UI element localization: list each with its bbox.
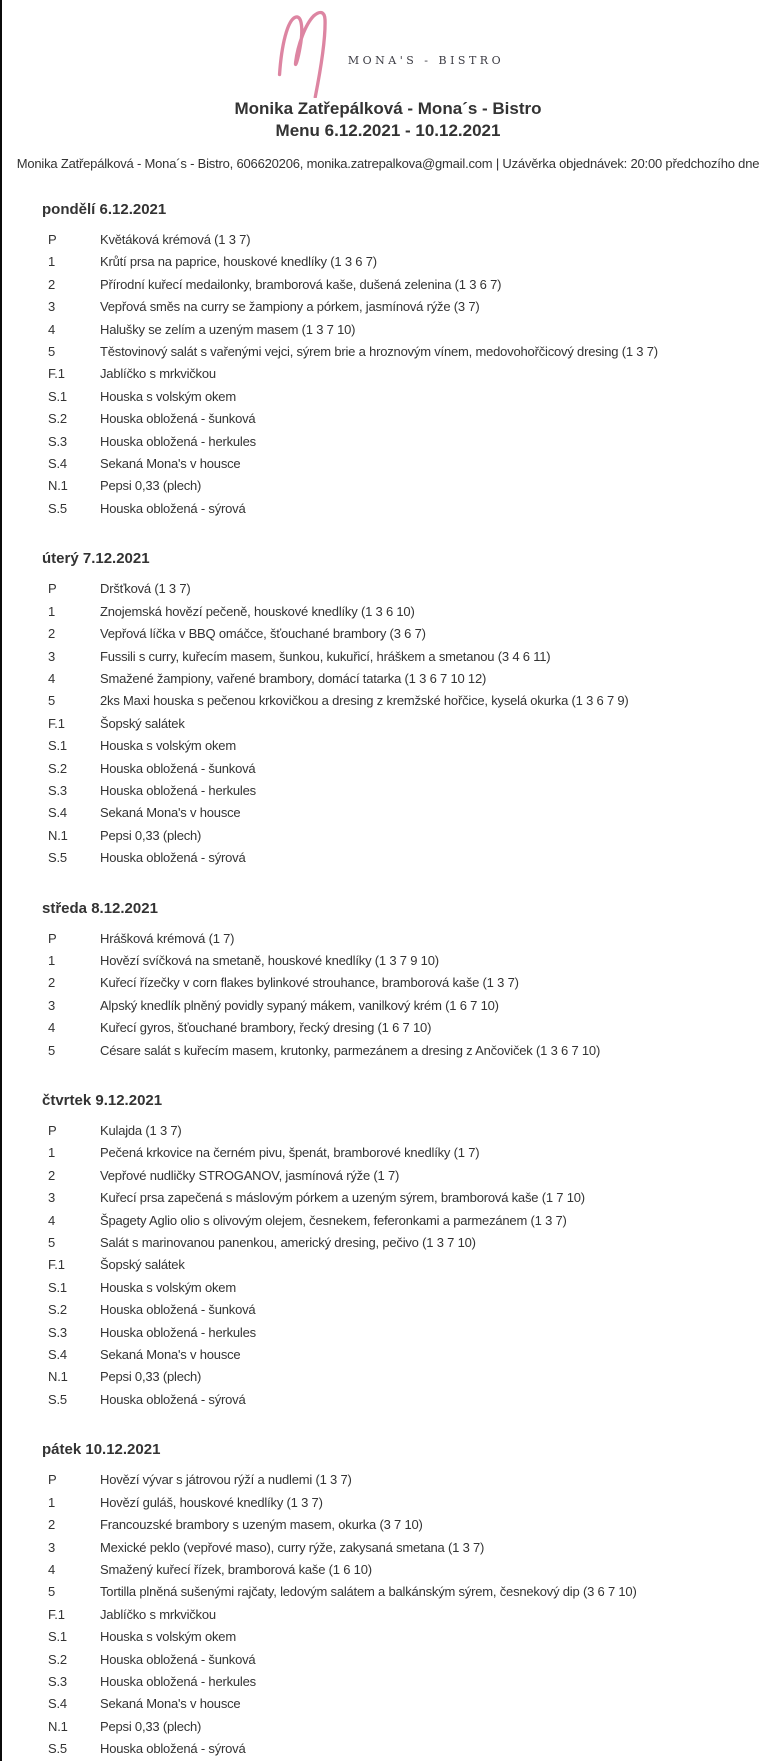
item-code: 3	[48, 997, 56, 1013]
item-name: Houska obložená - šunková	[100, 1651, 256, 1667]
item-code: S.4	[48, 456, 67, 472]
day-title: pátek 10.12.2021	[42, 1441, 161, 1459]
menu-item-row	[2, 1559, 774, 1581]
item-name: Hrášková krémová (1 7)	[100, 930, 235, 946]
menu-item-row	[2, 1671, 774, 1693]
item-code: S.1	[48, 1629, 67, 1645]
menu-item-row	[2, 1389, 774, 1411]
item-name: Sekaná Mona's v housce	[100, 456, 241, 472]
item-code: 3	[48, 1190, 56, 1206]
item-code: N.1	[48, 827, 68, 843]
item-code: 5	[48, 1042, 56, 1058]
menu-item-row	[2, 713, 774, 735]
menu-item-row	[2, 950, 774, 972]
item-name: Houska obložená - sýrová	[100, 850, 246, 866]
page-title: Monika Zatřepálková - Mona´s - Bistro	[234, 99, 542, 118]
menu-item-row	[2, 296, 774, 318]
menu-page	[2, 0, 774, 1761]
item-name: Smažené žampiony, vařené brambory, domácí tatarka (1 3 6 7 10 12)	[100, 670, 487, 686]
item-name: Šopský salátek	[100, 715, 185, 731]
menu-item-row	[2, 601, 774, 623]
day-title: úterý 7.12.2021	[42, 550, 150, 568]
item-name: Hovězí guláš, houskové knedlíky (1 3 7)	[100, 1494, 323, 1510]
item-name: Kulajda (1 3 7)	[100, 1123, 182, 1138]
menu-item-row	[2, 1492, 774, 1514]
menu-item-row	[2, 1142, 774, 1164]
menu-item-row	[2, 1277, 774, 1299]
item-code: S.2	[48, 1651, 67, 1667]
menu-item-row	[2, 802, 774, 824]
item-name: Pepsi 0,33 (plech)	[100, 478, 202, 494]
menu-item-row	[2, 319, 774, 341]
item-name: Sekaná Mona's v housce	[100, 1347, 241, 1363]
item-name: Césare salát s kuřecím masem, krutonky, parmezánem a dresing z Ančoviček (1 3 6 7 10)	[100, 1042, 601, 1058]
menu-item-row	[2, 1165, 774, 1187]
item-name: Hovězí svíčková na smetaně, houskové knedlíky (1 3 7 9 10)	[100, 952, 439, 968]
item-name: Houska obložená - herkules	[100, 1673, 256, 1689]
menu-item-row	[2, 825, 774, 847]
menu-item-row	[2, 1626, 774, 1648]
item-name: Houska s volským okem	[100, 388, 236, 404]
item-code: S.5	[48, 850, 67, 866]
item-code: S.2	[48, 1302, 67, 1318]
item-name: Květáková krémová (1 3 7)	[100, 232, 251, 247]
item-name: Houska s volským okem	[100, 1279, 236, 1295]
menu-item-row	[2, 274, 774, 296]
menu-item-row	[2, 1514, 774, 1536]
menu-item-row	[2, 229, 774, 251]
item-name: Houska obložená - herkules	[100, 782, 256, 798]
item-name: Salát s marinovanou panenkou, americký dresing, pečivo (1 3 7 10)	[100, 1235, 476, 1251]
menu-item-row	[2, 1716, 774, 1738]
item-name: Houska obložená - sýrová	[100, 1741, 246, 1757]
menu-item-row	[2, 623, 774, 645]
menu-days	[2, 201, 774, 1761]
item-name: Kuřecí řízečky v corn flakes bylinkové strouhance, bramborová kaše (1 3 7)	[100, 975, 519, 991]
menu-item-row	[2, 1040, 774, 1062]
item-code: 2	[48, 276, 56, 292]
menu-item-row	[2, 1693, 774, 1715]
item-code: S.4	[48, 1347, 67, 1363]
item-code: S.3	[48, 1673, 67, 1689]
menu-item-row	[2, 995, 774, 1017]
item-code: S.5	[48, 1391, 67, 1407]
menu-item-row	[2, 341, 774, 363]
item-name: Houska s volským okem	[100, 1629, 236, 1645]
item-code: P	[48, 232, 57, 247]
item-name: Pepsi 0,33 (plech)	[100, 1369, 202, 1385]
item-code: P	[48, 581, 57, 597]
item-name: Houska obložená - šunková	[100, 760, 256, 776]
day-section	[2, 900, 774, 1062]
menu-item-row	[2, 408, 774, 430]
menu-item-row	[2, 1254, 774, 1276]
menu-item-row	[2, 453, 774, 475]
item-code: S.3	[48, 433, 67, 449]
item-code: 5	[48, 693, 56, 709]
item-name: Vepřové nudličky STROGANOV, jasmínová rýže (1 7)	[100, 1167, 400, 1183]
item-code: 4	[48, 670, 56, 686]
item-code: S.1	[48, 388, 67, 404]
brand-logo	[2, 8, 774, 98]
menu-item-row	[2, 578, 774, 600]
item-code: 1	[48, 254, 56, 270]
menu-date-range: Menu 6.12.2021 - 10.12.2021	[275, 121, 501, 140]
item-code: 4	[48, 1020, 56, 1036]
item-name: Kuřecí gyros, šťouchané brambory, řecký dresing (1 6 7 10)	[100, 1020, 432, 1036]
item-code: S.4	[48, 1696, 67, 1712]
item-name: Pepsi 0,33 (plech)	[100, 827, 202, 843]
item-name: Jablíčko s mrkvičkou	[100, 366, 216, 382]
item-name: Jablíčko s mrkvičkou	[100, 1606, 216, 1622]
item-code: S.2	[48, 760, 67, 776]
menu-item-row	[2, 646, 774, 668]
item-code: F.1	[48, 715, 65, 731]
item-name: Pepsi 0,33 (plech)	[100, 1718, 202, 1734]
item-code: S.1	[48, 738, 67, 754]
item-code: S.2	[48, 411, 67, 427]
item-code: 1	[48, 603, 56, 619]
item-code: P	[48, 1472, 57, 1488]
menu-item-row	[2, 1649, 774, 1671]
item-code: 5	[48, 344, 56, 360]
menu-item-row	[2, 1232, 774, 1254]
item-code: 5	[48, 1584, 56, 1600]
item-name: Sekaná Mona's v housce	[100, 805, 241, 821]
item-code: 3	[48, 648, 56, 664]
menu-item-row	[2, 431, 774, 453]
item-code: S.3	[48, 782, 67, 798]
item-name: Houska s volským okem	[100, 738, 236, 754]
contact-line: Monika Zatřepálková - Mona´s - Bistro, 606620206, monika.zatrepalkova@gmail.com | Uzávěrka objednávek: 20:00 předchozího dne	[16, 156, 760, 171]
menu-item-row	[2, 668, 774, 690]
item-code: S.5	[48, 1741, 67, 1757]
menu-item-row	[2, 1738, 774, 1760]
item-name: Znojemská hovězí pečeně, houskové knedlíky (1 3 6 10)	[100, 603, 415, 619]
item-name: Špagety Aglio olio s olivovým olejem, česnekem, feferonkami a parmezánem (1 3 7)	[100, 1212, 567, 1228]
item-code: N.1	[48, 1718, 68, 1734]
item-name: Houska obložená - herkules	[100, 1324, 256, 1340]
item-name: Houska obložená - šunková	[100, 1302, 256, 1318]
item-code: N.1	[48, 1369, 68, 1385]
item-code: S.4	[48, 805, 67, 821]
menu-item-row	[2, 498, 774, 520]
item-name: Halušky se zelím a uzeným masem (1 3 7 10)	[100, 321, 356, 337]
item-name: Tortilla plněná sušenými rajčaty, ledovým salátem a balkánským sýrem, česnekový dip (3 6 7 10)	[100, 1584, 637, 1600]
item-code: F.1	[48, 366, 65, 382]
item-code: 1	[48, 952, 56, 968]
item-name: Alpský knedlík plněný povidly sypaný mákem, vanilkový krém (1 6 7 10)	[100, 997, 499, 1013]
item-code: 4	[48, 1561, 56, 1577]
item-name: Sekaná Mona's v housce	[100, 1696, 241, 1712]
menu-item-row	[2, 1299, 774, 1321]
item-name: Houska obložená - sýrová	[100, 1391, 246, 1407]
menu-item-row	[2, 251, 774, 273]
menu-item-row	[2, 386, 774, 408]
menu-item-row	[2, 780, 774, 802]
item-code: 4	[48, 321, 56, 337]
item-name: Šopský salátek	[100, 1257, 185, 1273]
item-code: S.1	[48, 1279, 67, 1295]
menu-item-row	[2, 1210, 774, 1232]
menu-item-row	[2, 1537, 774, 1559]
menu-item-row	[2, 1120, 774, 1142]
day-section	[2, 201, 774, 520]
item-code: 3	[48, 299, 56, 315]
item-name: Vepřová směs na curry se žampiony a pórkem, jasmínová rýže (3 7)	[100, 299, 480, 315]
item-name: Houska obložená - herkules	[100, 433, 256, 449]
item-name: Kuřecí prsa zapečená s máslovým pórkem a uzeným sýrem, bramborová kaše (1 7 10)	[100, 1190, 585, 1206]
item-code: P	[48, 1123, 57, 1138]
item-code: 2	[48, 1517, 56, 1533]
menu-item-row	[2, 1344, 774, 1366]
item-code: 2	[48, 1167, 56, 1183]
menu-item-row	[2, 758, 774, 780]
item-name: Vepřová líčka v BBQ omáčce, šťouchané brambory (3 6 7)	[100, 626, 426, 642]
item-code: 1	[48, 1494, 56, 1510]
item-code: 5	[48, 1235, 56, 1251]
item-name: Smažený kuřecí řízek, bramborová kaše (1 6 10)	[100, 1561, 372, 1577]
menu-item-row	[2, 1322, 774, 1344]
item-code: N.1	[48, 478, 68, 494]
item-name: Houska obložená - šunková	[100, 411, 256, 427]
day-title: středa 8.12.2021	[42, 899, 158, 917]
item-name: Dršťková (1 3 7)	[100, 581, 191, 597]
item-code: S.5	[48, 500, 67, 516]
item-name: Mexické peklo (vepřové maso), curry rýže, zakysaná smetana (1 3 7)	[100, 1539, 485, 1555]
day-section	[2, 550, 774, 869]
menu-item-row	[2, 847, 774, 869]
item-code: 2	[48, 975, 56, 991]
day-section	[2, 1092, 774, 1411]
item-name: Hovězí vývar s játrovou rýží a nudlemi (1 3 7)	[100, 1472, 352, 1488]
item-code: F.1	[48, 1257, 65, 1273]
item-name: 2ks Maxi houska s pečenou krkovičkou a dresing z kremžské hořčice, kyselá okurka (1 3 6 7 9)	[100, 693, 629, 709]
item-code: 3	[48, 1539, 56, 1555]
item-code: P	[48, 930, 57, 946]
menu-item-row	[2, 475, 774, 497]
menu-item-row	[2, 928, 774, 950]
day-title: čtvrtek 9.12.2021	[42, 1092, 163, 1109]
page-header	[2, 0, 774, 171]
day-title: pondělí 6.12.2021	[42, 201, 167, 218]
menu-item-row	[2, 972, 774, 994]
item-name: Přírodní kuřecí medailonky, bramborová kaše, dušená zelenina (1 3 6 7)	[100, 276, 502, 292]
item-code: 4	[48, 1212, 56, 1228]
day-section	[2, 1441, 774, 1760]
item-name: Pečená krkovice na černém pivu, špenát, bramborové knedlíky (1 7)	[100, 1145, 480, 1161]
menu-item-row	[2, 735, 774, 757]
item-code: F.1	[48, 1606, 65, 1622]
menu-item-row	[2, 1581, 774, 1603]
item-name: Fussili s curry, kuřecím masem, šunkou, kukuřicí, hráškem a smetanou (3 4 6 11)	[100, 648, 551, 664]
item-name: Krůtí prsa na paprice, houskové knedlíky (1 3 6 7)	[100, 254, 377, 270]
item-code: S.3	[48, 1324, 67, 1340]
menu-item-row	[2, 1366, 774, 1388]
menu-item-row	[2, 363, 774, 385]
item-name: Houska obložená - sýrová	[100, 500, 246, 516]
menu-item-row	[2, 1469, 774, 1491]
item-code: 1	[48, 1145, 56, 1161]
menu-item-row	[2, 1604, 774, 1626]
menu-item-row	[2, 690, 774, 712]
menu-item-row	[2, 1187, 774, 1209]
logo-m-icon	[272, 8, 336, 98]
item-name: Těstovinový salát s vařenými vejci, sýrem brie a hroznovým vínem, medovohořčicový dresing (1 3 7)	[100, 344, 658, 360]
menu-item-row	[2, 1017, 774, 1039]
brand-text: MONA'S - BISTRO	[347, 53, 505, 67]
item-code: 2	[48, 626, 56, 642]
item-name: Francouzské brambory s uzeným masem, okurka (3 7 10)	[100, 1517, 423, 1533]
